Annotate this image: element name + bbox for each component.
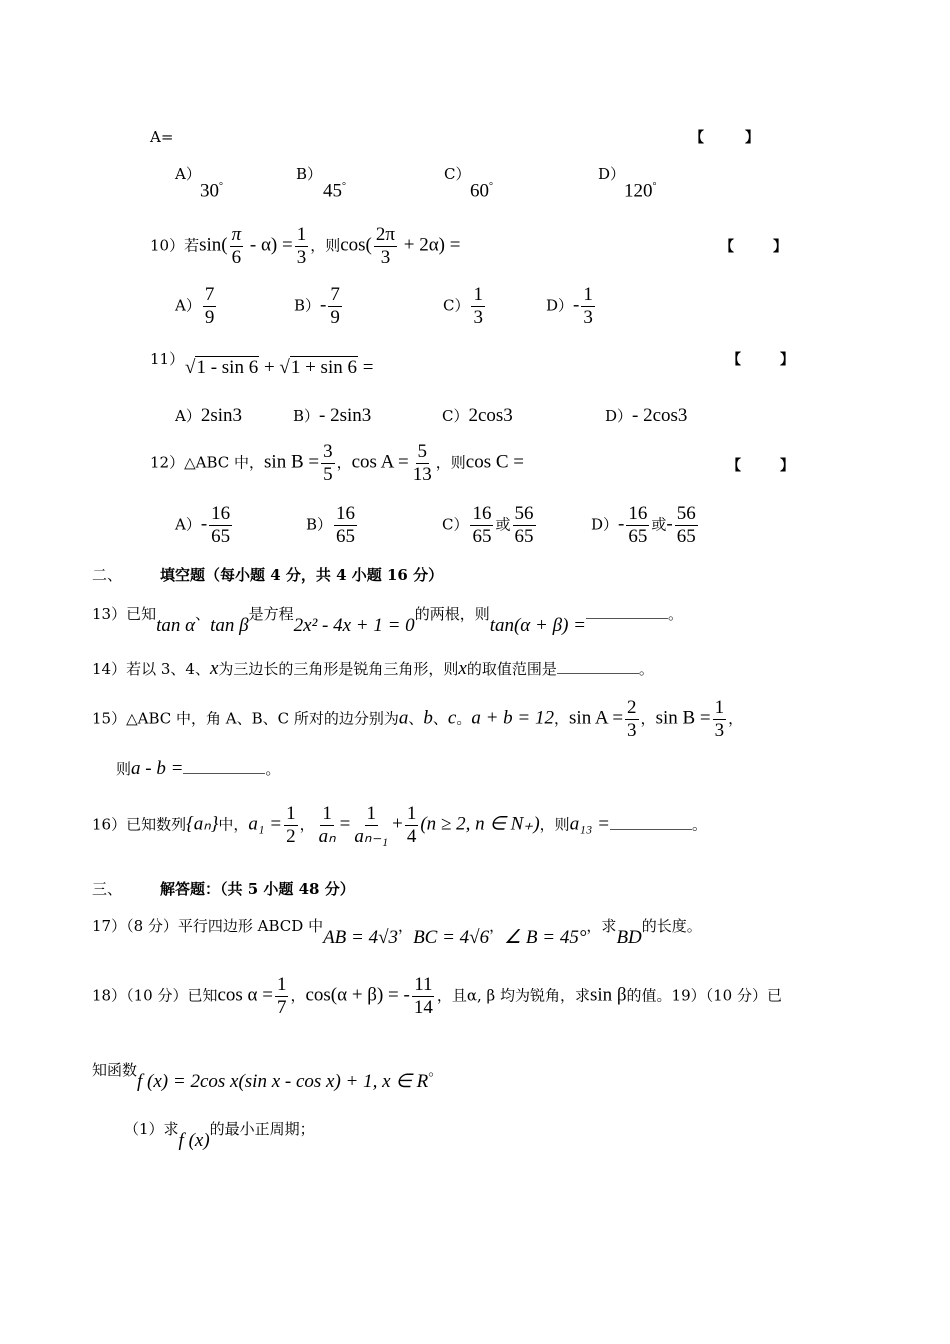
q16-question: 16）已知数列{aₙ}中，a₁ = $\frac{1}{2}$ ， $\frac{1}{\text{aₙ}}$ = $\frac{1}{\text{aₙ₋₁}}$ + $\frac{1}{4}$ (n ≥ 2, n ∈ N₊)，则a₁₃ = 。 [92, 803, 707, 847]
q12-option-b: B） $\frac{16}{65}$ [306, 503, 356, 547]
q10-option-a: A） $\frac{7}{9}$ [175, 284, 215, 328]
q12-option-d: D）- $\frac{16}{65}$ 或- $\frac{56}{65}$ [591, 503, 696, 547]
q11-option-d: D）- 2cos3 [605, 405, 688, 426]
section3-title: 解答题：（共 5 小题 48 分） [160, 880, 355, 898]
q11-bracket-close: 】 [780, 352, 794, 368]
section2-title: 填空题（每小题 4 分，共 4 小题 16 分） [160, 566, 444, 584]
q11-option-b: B）- 2sin3 [293, 405, 372, 426]
q12-bracket-open: 【 [727, 458, 741, 474]
q9-option-b-value: 45° [323, 180, 346, 202]
q11-bracket-open: 【 [727, 352, 741, 368]
q12-question: 12）△ABC 中，sin B = $\frac{3}{5}$ ，cos A = $\frac{5}{13}$ ，则cos C = [150, 441, 524, 485]
q12-bracket-close: 】 [780, 458, 794, 474]
q10-question: 10）若sin( $\frac{\pi}{6}$ - α) = $\frac{1}{3}$ ，则cos( $\frac{2\pi}{3}$ + 2α) = [150, 224, 461, 268]
q12-option-a: A）- $\frac{16}{65}$ [175, 503, 231, 547]
q9-option-b-label: B） [296, 165, 323, 183]
q15-line2: 则a - b = 。 [116, 758, 281, 779]
q19-line1: 知函数f (x) = 2cos x(sin x - cos x) + 1, x ∈ R。 [92, 1061, 444, 1092]
q18-question: 18）（10 分）已知cos α = $\frac{1}{7}$ ，cos(α + β) = - $\frac{11}{14}$ ，且α, β 均为锐角，求sin β的值。19）（10 分）已 [92, 974, 782, 1018]
q9-bracket-open: 【 [690, 130, 704, 146]
q10-option-c: C） $\frac{1}{3}$ [443, 284, 483, 328]
q15-question: 15）△ABC 中，角 A、B、C 所对的边分别为a、b、c。a + b = 12，sin A = $\frac{2}{3}$ ，sin B = $\frac{1}{3}$ ， [92, 697, 744, 741]
q10-option-b: B）- $\frac{7}{9}$ [294, 284, 340, 328]
q9-bracket-close: 】 [745, 130, 759, 146]
q11-option-a: A）2sin3 [175, 405, 243, 426]
q10-bracket-open: 【 [720, 239, 734, 255]
q14-question: 14）若以 3、4、x为三边长的三角形是锐角三角形，则x的取值范围是 。 [92, 658, 654, 679]
q12-option-c: C） $\frac{16}{65}$ 或 $\frac{56}{65}$ [442, 503, 534, 547]
q17-question: 17）（8 分）平行四边形 ABCD 中AB = 4√3，BC = 4√6，∠ B = 45°，求BD的长度。 [92, 917, 702, 948]
section2-number: 二、 [92, 566, 123, 584]
q11-expression: √1 - sin 6 + √1 + sin 6 = [185, 357, 374, 378]
q9-option-d-label: D） [598, 165, 626, 183]
q9-option-d-value: 120° [624, 180, 657, 202]
section3-number: 三、 [92, 880, 123, 898]
q10-bracket-close: 】 [773, 239, 787, 255]
q19-sub1: （1）求f (x)的最小正周期； [124, 1120, 315, 1151]
q9-option-a-label: A） [175, 165, 201, 183]
q11-number: 11） [150, 350, 185, 368]
q9-option-a-value: 30° [200, 180, 223, 202]
q13-question: 13）已知tan α、tan β是方程2x² - 4x + 1 = 0的两根，则tan(α + β) =。 [92, 602, 683, 624]
q11-option-c: C）2cos3 [442, 405, 513, 426]
q9-stem: A= [150, 128, 174, 146]
q9-option-c-label: C） [444, 165, 471, 183]
q9-option-c-value: 60° [470, 180, 493, 202]
q10-option-d: D）- $\frac{1}{3}$ [546, 284, 593, 328]
